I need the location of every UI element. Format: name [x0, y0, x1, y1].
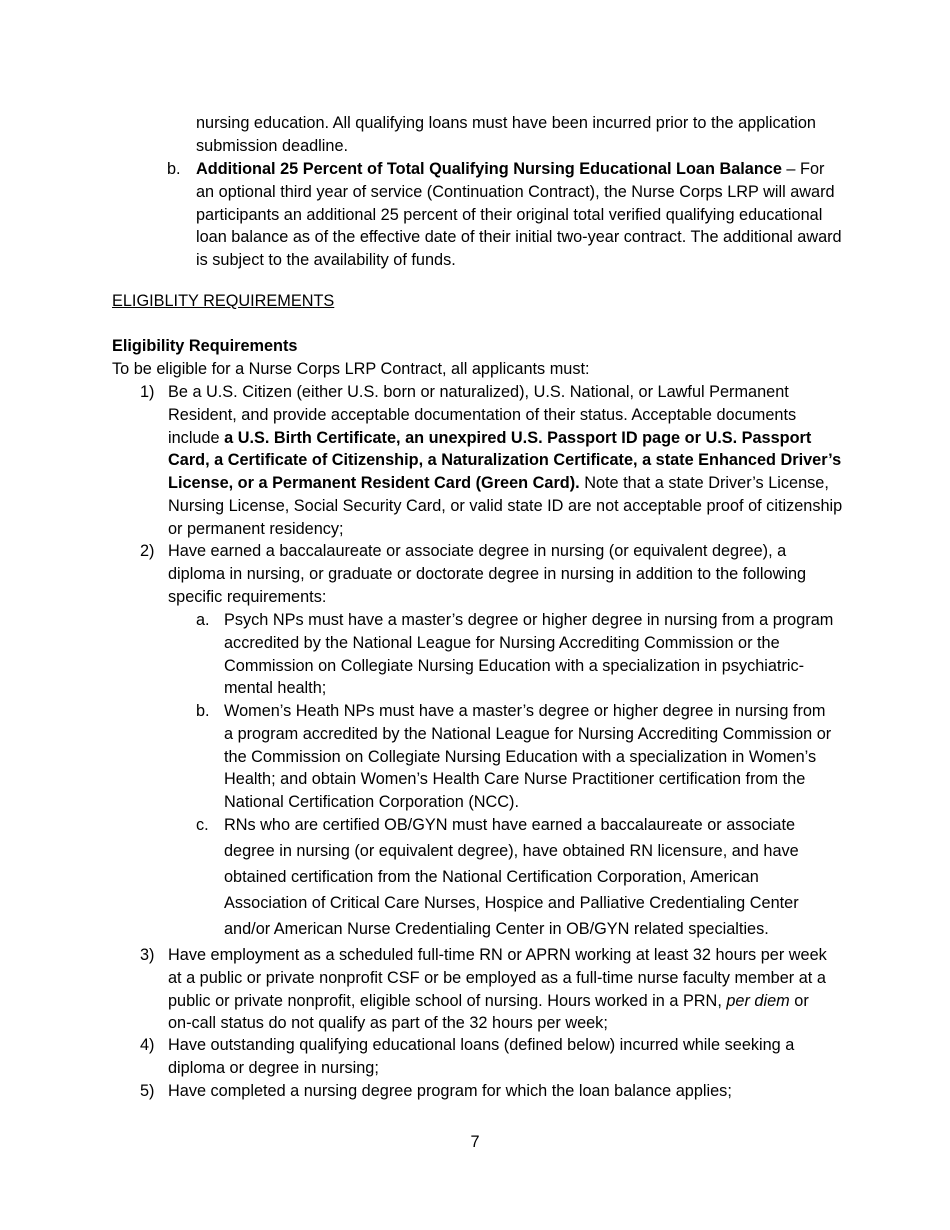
- requirement-2b: Women’s Heath NPs must have a master’s degree or higher degree in nursing from a program accredited by the National League for Nursing Accrediting Commission or the Commission on Collegiate Nursing Education with a specialization in Women’s Health; and obtain Women’s Health Care Nurse Practitioner certification from the National Certification Corporation (NCC).: [224, 702, 832, 812]
- list-marker: b.: [167, 160, 181, 178]
- req3-text-a: Have employment as a scheduled full-time RN or APRN working at least 32 hours per week at a public or private nonprofit CSF or be employed as a full-time nurse faculty member at a public or private nonprofit, eligible school of nursing. Hours worked in a PRN,: [168, 946, 827, 1010]
- subheading: Eligibility Requirements: [112, 337, 298, 355]
- requirement-2a: Psych NPs must have a master’s degree or higher degree in nursing from a program accredited by the National League for Nursing Accrediting Commission or the Commission on Collegiate Nursing Education with a specialization in psychiatric-mental health;: [224, 611, 834, 698]
- list-marker: 3): [140, 946, 155, 964]
- list-marker: c.: [196, 816, 209, 834]
- requirement-2: Have earned a baccalaureate or associate degree in nursing (or equivalent degree), a diploma in nursing, or graduate or doctorate degree in nursing in addition to the following specific requirements:: [168, 542, 807, 606]
- req1-bold: a U.S. Birth Certificate, an unexpired U.S. Passport ID page or U.S. Passport Card, a Certificate of Citizenship, a Naturalization Certificate, a state Enhanced Driver’s License, or a Permanent Resident Card (Green Card).: [168, 428, 842, 493]
- item-b-text: – For an optional third year of service (Continuation Contract), the Nurse Corps LRP will award participants an additional 25 percent of their original total verified qualifying educational loan balance as of the effective date of their initial two-year contract. The additional award is subject to the availability of funds.: [196, 160, 842, 270]
- intro-text: To be eligible for a Nurse Corps LRP Contract, all applicants must:: [112, 360, 590, 378]
- req3-italic: per diem: [726, 991, 790, 1010]
- continuation-paragraph: nursing education. All qualifying loans must have been incurred prior to the application submission deadline.: [196, 114, 816, 155]
- section-heading: ELIGIBLITY REQUIREMENTS: [112, 292, 335, 310]
- list-marker: 4): [140, 1036, 155, 1054]
- list-marker: 1): [140, 383, 155, 401]
- list-marker: 5): [140, 1082, 155, 1100]
- requirement-3: [168, 944, 832, 1035]
- requirement-1: [168, 381, 848, 541]
- item-b-bold: Additional 25 Percent of Total Qualifying Nursing Educational Loan Balance: [196, 160, 782, 178]
- req1-text-a: Be a U.S. Citizen (either U.S. born or naturalized), U.S. National, or Lawful Permanent Resident, and provide acceptable documentation of their status. Acceptable documents include: [168, 383, 797, 447]
- list-marker: a.: [196, 611, 210, 629]
- list-item-additional-25-percent: [196, 158, 846, 272]
- requirement-5: Have completed a nursing degree program for which the loan balance applies;: [168, 1082, 732, 1100]
- req3-text-b: or on-call status do not qualify as part of the 32 hours per week;: [168, 991, 809, 1033]
- requirement-2c: RNs who are certified OB/GYN must have earned a baccalaureate or associate degree in nursing (or equivalent degree), have obtained RN licensure, and have obtained certification from the National Certification Corporation, American Association of Critical Care Nurses, Hospice and Palliative Credentialing Center and/or American Nurse Credentialing Center in OB/GYN related specialties.: [224, 816, 799, 938]
- page-number: 7: [470, 1133, 480, 1151]
- list-marker: b.: [196, 702, 210, 720]
- req1-text-b: Note that a state Driver’s License, Nursing License, Social Security Card, or valid state ID are not acceptable proof of citizenship or permanent residency;: [168, 474, 843, 538]
- list-marker: 2): [140, 542, 155, 560]
- requirement-4: Have outstanding qualifying educational loans (defined below) incurred while seeking a diploma or degree in nursing;: [168, 1036, 795, 1077]
